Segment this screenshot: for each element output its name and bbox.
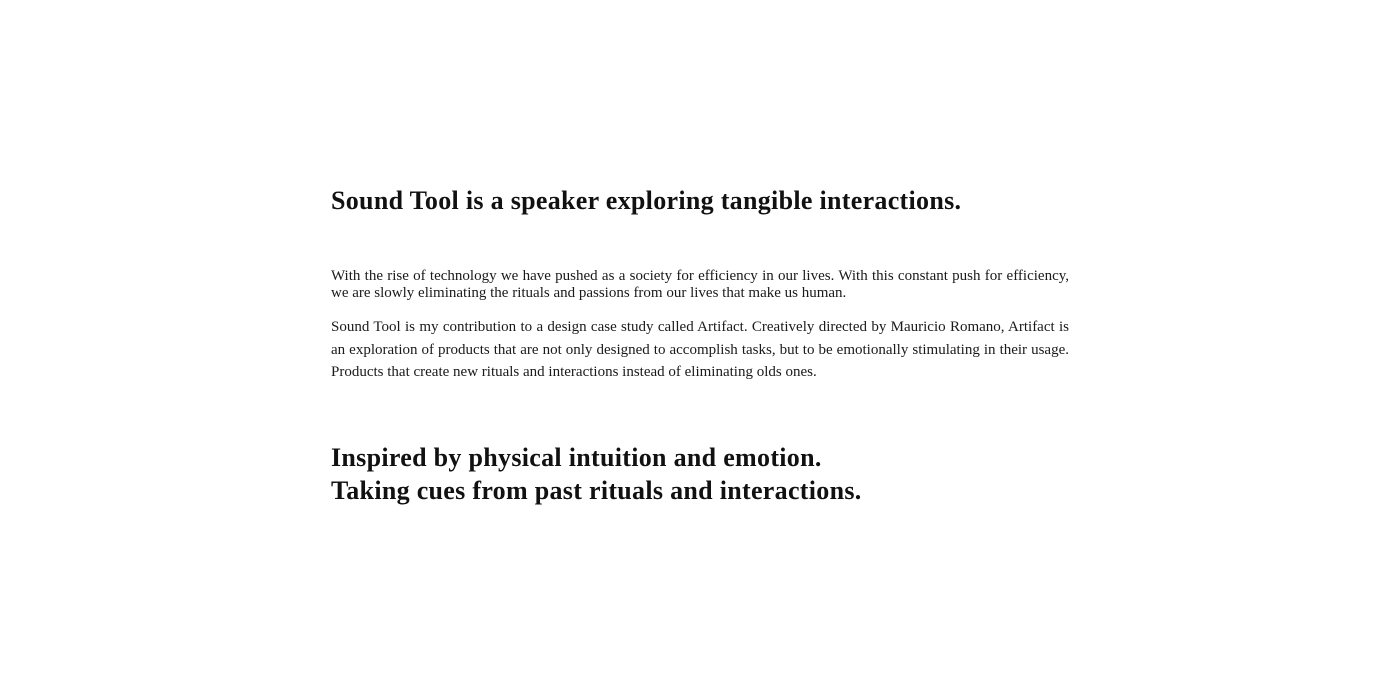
page-title: Sound Tool is a speaker exploring tangible interactions.: [331, 186, 962, 215]
description-paragraph: Sound Tool is my contribution to a design case study called Artifact. Creatively directed by Mauricio Romano, Artifact is an exploration of products that are not only designed to accomplish tasks, but to be emotionally stimulating in their usage. Products that create new rituals and interactions instead of eliminating olds ones.: [331, 319, 1069, 380]
intro-paragraph: With the rise of technology we have pushed as a society for efficiency in our lives. With this constant push for efficiency, we are slowly eliminating the rituals and passions from our lives that make us human.: [331, 268, 1069, 301]
tagline-line-1: Inspired by physical intuition and emotion.: [331, 443, 822, 472]
tagline-line-2: Taking cues from past rituals and interactions.: [331, 476, 862, 505]
tagline-heading: [331, 441, 862, 507]
